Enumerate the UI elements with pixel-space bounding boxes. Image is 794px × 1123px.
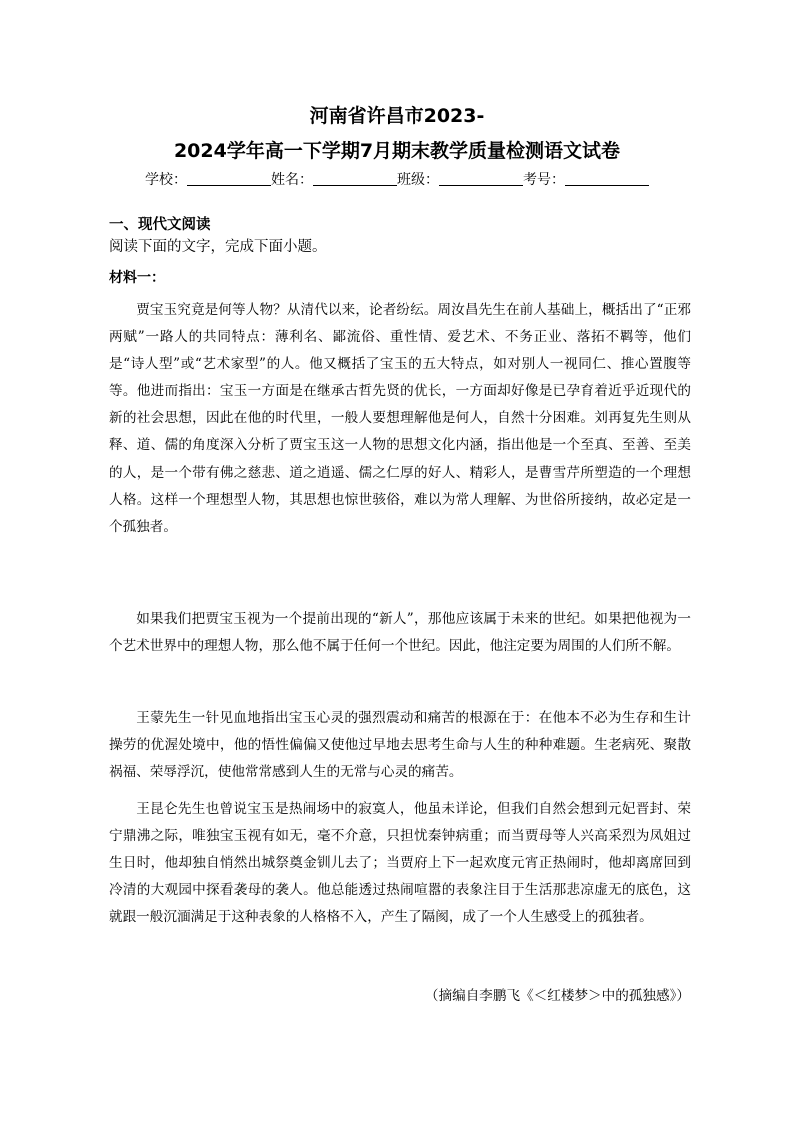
class-blank [439,171,523,186]
source-citation: （摘编自李鹏飞《＜红楼梦＞中的孤独感》） [424,988,690,1004]
passage-paragraph: 王蒙先生一针见血地指出宝玉心灵的强烈震动和痛苦的根源在于：在他本不必为生存和生计操劳的优渥处境中，他的悟性偏偏又使他过早地去思考生命与人生的种种难题。生老病死、聚散祸福、荣辱浮沉，使他常常感到人生的无常与心灵的痛苦。 [109,710,691,781]
name-blank [313,171,397,186]
exam-title-line2: 2024学年高一下学期7月期末教学质量检测语文试卷 [173,140,621,162]
name-field [271,170,397,190]
exam-no-field [523,170,649,190]
passage-paragraph: 贾宝玉究竟是何等人物？从清代以来，论者纷纭。周汝昌先生在前人基础上，概括出了“正邪两赋”一路人的共同特点：薄利名、鄙流俗、重性情、爱艺术、不务正业、落拓不羁等，他们是“诗人型”或“艺术家型”的人。他又概括了宝玉的五大特点，如对别人一视同仁、推心置腹等等。他进而指出：宝玉一方面是在继承古哲先贤的优长，一方面却好像是已孕育着近乎近现代的新的社会思想，因此在他的时代里，一般人要想理解他是何人，自然十分困难。刘再复先生则从释、道、儒的角度深入分析了贾宝玉这一人物的思想文化内涵，指出他是一个至真、至善、至美的人，是一个带有佛之慈悲、道之逍遥、儒之仁厚的好人、精彩人，是曹雪芹所塑造的一个理想人格。这样一个理想型人物，其思想也惊世骇俗，难以为常人理解、为世俗所接纳，故必定是一个孤独者。 [109,302,691,535]
class-label: 班级： [397,172,439,188]
passage-paragraph: 王昆仑先生也曾说宝玉是热闹场中的寂寞人，他虽未详论，但我们自然会想到元妃晋封、荣宁鼎沸之际，唯独宝玉视有如无，毫不介意，只担忧秦钟病重；而当贾母等人兴高采烈为凤姐过生日时，他却独自悄然出城祭奠金钏儿去了；当贾府上下一起欢度元宵正热闹时，他却离席回到冷清的大观园中探看袭母的袭人。他总能透过热闹喧嚣的表象注目于生活那悲凉虚无的底色，这就跟一般沉湎满足于这种表象的人格格不入，产生了隔阂，成了一个人生感受上的孤独者。 [109,801,691,926]
school-field [145,170,271,190]
exam-no-blank [565,171,649,186]
class-field [397,170,523,190]
name-label: 姓名： [271,172,313,188]
school-label: 学校： [145,172,187,188]
exam-title-line1: 河南省许昌市2023- [309,105,485,127]
student-info-line [0,170,794,190]
section-heading: 一、现代文阅读 [109,217,211,233]
school-blank [187,171,271,186]
section-instruction: 阅读下面的文字，完成下面小题。 [109,239,327,255]
passage-paragraph: 如果我们把贾宝玉视为一个提前出现的“新人”，那他应该属于未来的世纪。如果把他视为一个艺术世界中的理想人物，那么他不属于任何一个世纪。因此，他注定要为周围的人们所不解。 [109,611,691,655]
material-label: 材料一： [109,270,165,286]
exam-no-label: 考号： [523,172,565,188]
